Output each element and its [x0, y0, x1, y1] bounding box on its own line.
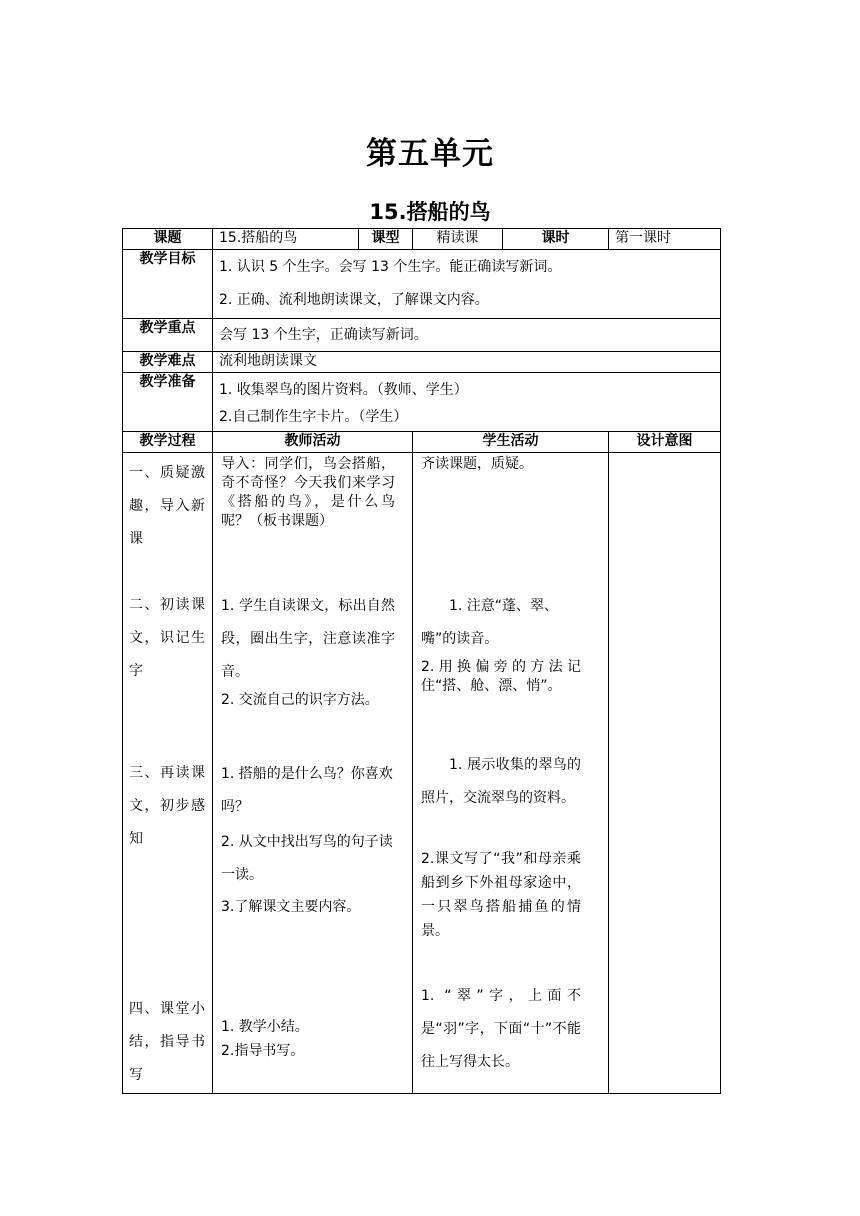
teacher-activity: 1. 搭船的是什么鸟？你喜欢吗？ — [221, 766, 393, 815]
teacher-column — [213, 453, 413, 1094]
preparation-item: 2.自己制作生字卡片。（学生） — [219, 409, 408, 425]
period-value: 第一课时 — [609, 229, 721, 250]
stage-column — [123, 453, 213, 1094]
stage-name: 四、课堂小结，指导书写 — [129, 1001, 205, 1083]
key-points-row — [123, 319, 721, 352]
student-activity: 2.课文写了“我”和母亲乘船到乡下外祖母家途中，一只翠鸟搭船捕鱼的情景。 — [421, 851, 581, 939]
preparation-row — [123, 373, 721, 432]
topic-label: 课题 — [123, 229, 213, 250]
teacher-activity: 3.了解课文主要内容。 — [221, 899, 361, 915]
header-row — [123, 229, 721, 250]
key-points-content — [213, 319, 721, 352]
teacher-activity: 1. 学生自读课文，标出自然段，圈出生字，注意读准字音。 — [221, 598, 395, 680]
stage-name: 三、再读课文，初步感知 — [129, 765, 205, 847]
goals-row — [123, 250, 721, 319]
difficulty-value: 流利地朗读课文 — [213, 352, 721, 373]
topic-value: 15.搭船的鸟 — [213, 229, 359, 250]
stage-name: 一、质疑激趣，导入新课 — [129, 465, 205, 547]
student-activity: 1. “翠”字，上面不是“羽”字，下面“十”不能往上写得太长。 — [421, 988, 581, 1070]
student-activity: 2.用换偏旁的方法记住“搭、舱、漂、悄”。 — [421, 659, 581, 694]
process-header-row — [123, 432, 721, 453]
student-header: 学生活动 — [413, 432, 609, 453]
teacher-activity: 2.指导书写。 — [221, 1043, 305, 1059]
goal-item: 1. 认识 5 个生字。会写 13 个生字。能正确读写新词。 — [219, 259, 562, 275]
design-header: 设计意图 — [609, 432, 721, 453]
teacher-activity: 2. 从文中找出写鸟的句子读一读。 — [221, 834, 393, 883]
period-label: 课时 — [503, 229, 609, 250]
goals-label: 教学目标 — [123, 250, 213, 319]
design-column — [609, 453, 721, 1094]
student-activity: 1. 展示收集的翠鸟的照片，交流翠鸟的资料。 — [421, 757, 581, 806]
difficulty-row — [123, 352, 721, 373]
teacher-activity: 导入：同学们，鸟会搭船，奇不奇怪？今天我们来学习《搭船的鸟》，是什么鸟呢？（板书课题） — [221, 456, 395, 529]
teacher-header: 教师活动 — [213, 432, 413, 453]
teacher-activity: 2. 交流自己的识字方法。 — [221, 692, 379, 708]
preparation-item: 1. 收集翠鸟的图片资料。（教师、学生） — [219, 382, 468, 398]
type-label: 课型 — [359, 229, 413, 250]
process-header: 教学过程 — [123, 432, 213, 453]
unit-title: 第五单元 — [366, 136, 494, 172]
key-points-value: 会写 13 个生字，正确读写新词。 — [219, 327, 428, 343]
preparation-content — [213, 373, 721, 432]
process-body-row — [123, 453, 721, 1094]
student-activity: 齐读课题，质疑。 — [421, 456, 533, 472]
goal-item: 2. 正确、流利地朗读课文，了解课文内容。 — [219, 292, 489, 308]
difficulty-label: 教学难点 — [123, 352, 213, 373]
lesson-title: 15.搭船的鸟 — [369, 200, 491, 224]
lesson-plan-table — [122, 228, 721, 1094]
student-activity: 1. 注意“蓬、翠、嘴”的读音。 — [421, 598, 559, 647]
stage-name: 二、初读课文，识记生字 — [129, 597, 205, 679]
type-value: 精读课 — [413, 229, 503, 250]
goals-content — [213, 250, 721, 319]
preparation-label: 教学准备 — [123, 373, 213, 432]
teacher-activity: 1. 教学小结。 — [221, 1019, 309, 1035]
student-column — [413, 453, 609, 1094]
key-points-label: 教学重点 — [123, 319, 213, 352]
